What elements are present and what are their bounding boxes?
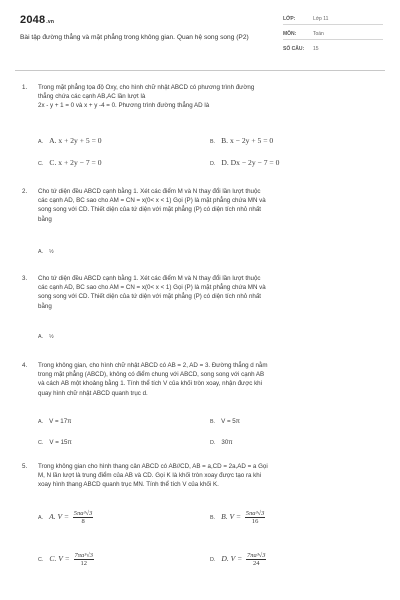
- stem-line: Trong không gian cho hình thang cân ABCD có AB//CD, AB = a,CD = 2a,AD = a Gọi: [38, 463, 268, 470]
- meta-class: [283, 16, 383, 22]
- option-d[interactable]: D. D. V = $\frac{\text{7πa³√3}}{24}$: [210, 552, 266, 567]
- stem-line: và cách AB một khoảng bằng 1. Tính thể tích V của khối tròn xoay, nhận được khi: [38, 380, 262, 388]
- brand-name: 2048: [20, 14, 46, 26]
- question-3: [22, 274, 374, 311]
- question-number: 5.: [22, 463, 28, 470]
- stem-line: song song với CD. Thiết diện của tứ diện với mặt phẳng (P) có diện tích nhỏ nhất: [38, 293, 261, 301]
- question-stem: [38, 274, 374, 311]
- stem-line: M, N lần lượt là trung điểm của AB và CD. Gọi K là khối tròn xoay được tạo ra khi: [38, 472, 262, 480]
- header-divider: [15, 70, 385, 71]
- stem-line: Cho tứ diện đều ABCD cạnh bằng 1. Xét các điểm M và N thay đổi lần lượt thuộc: [38, 188, 261, 195]
- meta-class-value: Lớp 11: [313, 16, 329, 22]
- question-number: 2.: [22, 188, 28, 195]
- stem-line: bằng: [38, 302, 52, 310]
- question-stem: [38, 462, 374, 490]
- brand-suffix: .vn: [46, 19, 55, 25]
- option-a[interactable]: A. ½: [38, 334, 54, 340]
- meta-count-label: SỐ CÂU:: [283, 46, 305, 52]
- meta-subject: [283, 31, 383, 37]
- meta-subject-label: MÔN:: [283, 31, 297, 37]
- option-b[interactable]: B. B. V = $\frac{\text{5πa³√3}}{16}$: [210, 510, 265, 525]
- brand-logo: [20, 14, 54, 26]
- worksheet-title: Bài tập đường thẳng và mặt phẳng trong không gian. Quan hệ song song (P2): [20, 34, 249, 41]
- stem-line: 2x - y + 1 = 0 và x + y -4 = 0. Phương trình đường thẳng AD là: [38, 102, 210, 110]
- question-4: [22, 361, 374, 398]
- question-number: 4.: [22, 362, 28, 369]
- stem-line: Cho tứ diện đều ABCD cạnh bằng 1. Xét các điểm M và N thay đổi lần lượt thuộc: [38, 275, 261, 282]
- fraction: $\frac{\text{7πa³√3}}{24}$: [246, 552, 266, 567]
- option-a[interactable]: A. A. V = $\frac{\text{5πa³√3}}{8}$: [38, 510, 93, 525]
- option-a[interactable]: A. A. x + 2y + 5 = 0: [38, 136, 102, 145]
- question-1: [22, 83, 374, 111]
- stem-line: xoay hình thang ABCD quanh trục MN. Tính thể tích V của khối K.: [38, 481, 219, 489]
- option-c[interactable]: C. V = 15π: [38, 439, 72, 446]
- stem-line: các cạnh AD, BC sao cho AM = CN = x(0< x < 1) Gọi (P) là mặt phẳng chứa MN và: [38, 197, 266, 205]
- meta-subject-value: Toán: [313, 31, 324, 37]
- fraction: $\frac{\text{5πa³√3}}{16}$: [245, 510, 265, 525]
- question-number: 1.: [22, 84, 28, 91]
- worksheet-header: [0, 0, 400, 64]
- question-stem: [38, 187, 374, 224]
- option-a[interactable]: A. ½: [38, 249, 54, 255]
- stem-line: Trong mặt phẳng tọa độ Oxy, cho hình chữ nhật ABCD có phương trình đường: [38, 84, 255, 91]
- meta-count-value: 15: [313, 46, 319, 52]
- question-2: [22, 187, 374, 224]
- stem-line: trong mặt phẳng (ABCD), không có điểm chung với ABCD, song song với cạnh AB: [38, 371, 265, 379]
- stem-line: thẳng chứa các cạnh AB,AC lần lượt là: [38, 93, 146, 101]
- question-number: 3.: [22, 275, 28, 282]
- option-b[interactable]: B. V = 5π: [210, 418, 240, 425]
- fraction: $\frac{\text{5πa³√3}}{8}$: [73, 510, 93, 525]
- stem-line: các cạnh AD, BC sao cho AM = CN = x(0< x < 1) Gọi (P) là mặt phẳng chứa MN và: [38, 284, 266, 292]
- stem-line: bằng: [38, 215, 52, 223]
- fraction: $\frac{\text{7πa³√3}}{12}$: [74, 552, 94, 567]
- stem-line: quay hình chữ nhật ABCD quanh trục d.: [38, 389, 148, 397]
- option-b[interactable]: B. B. x − 2y + 5 = 0: [210, 136, 274, 145]
- option-c[interactable]: C. C. V = $\frac{\text{7πa³√3}}{12}$: [38, 552, 94, 567]
- option-d[interactable]: D. D. Dx − 2y − 7 = 0: [210, 158, 280, 167]
- stem-line: Trong không gian, cho hình chữ nhật ABCD có AB = 2, AD = 3. Đường thẳng d nằm: [38, 362, 268, 369]
- option-a[interactable]: A. V = 17π: [38, 418, 72, 425]
- option-d[interactable]: D. 30π: [210, 439, 233, 446]
- question-stem: [38, 361, 374, 398]
- question-5: [22, 462, 374, 490]
- meta-class-label: LỚP:: [283, 16, 296, 22]
- question-stem: [38, 83, 374, 111]
- option-c[interactable]: C. C. x + 2y − 7 = 0: [38, 158, 102, 167]
- meta-count: [283, 46, 383, 52]
- stem-line: song song với CD. Thiết diện của tứ diện với mặt phẳng (P) có diện tích nhỏ nhất: [38, 206, 261, 214]
